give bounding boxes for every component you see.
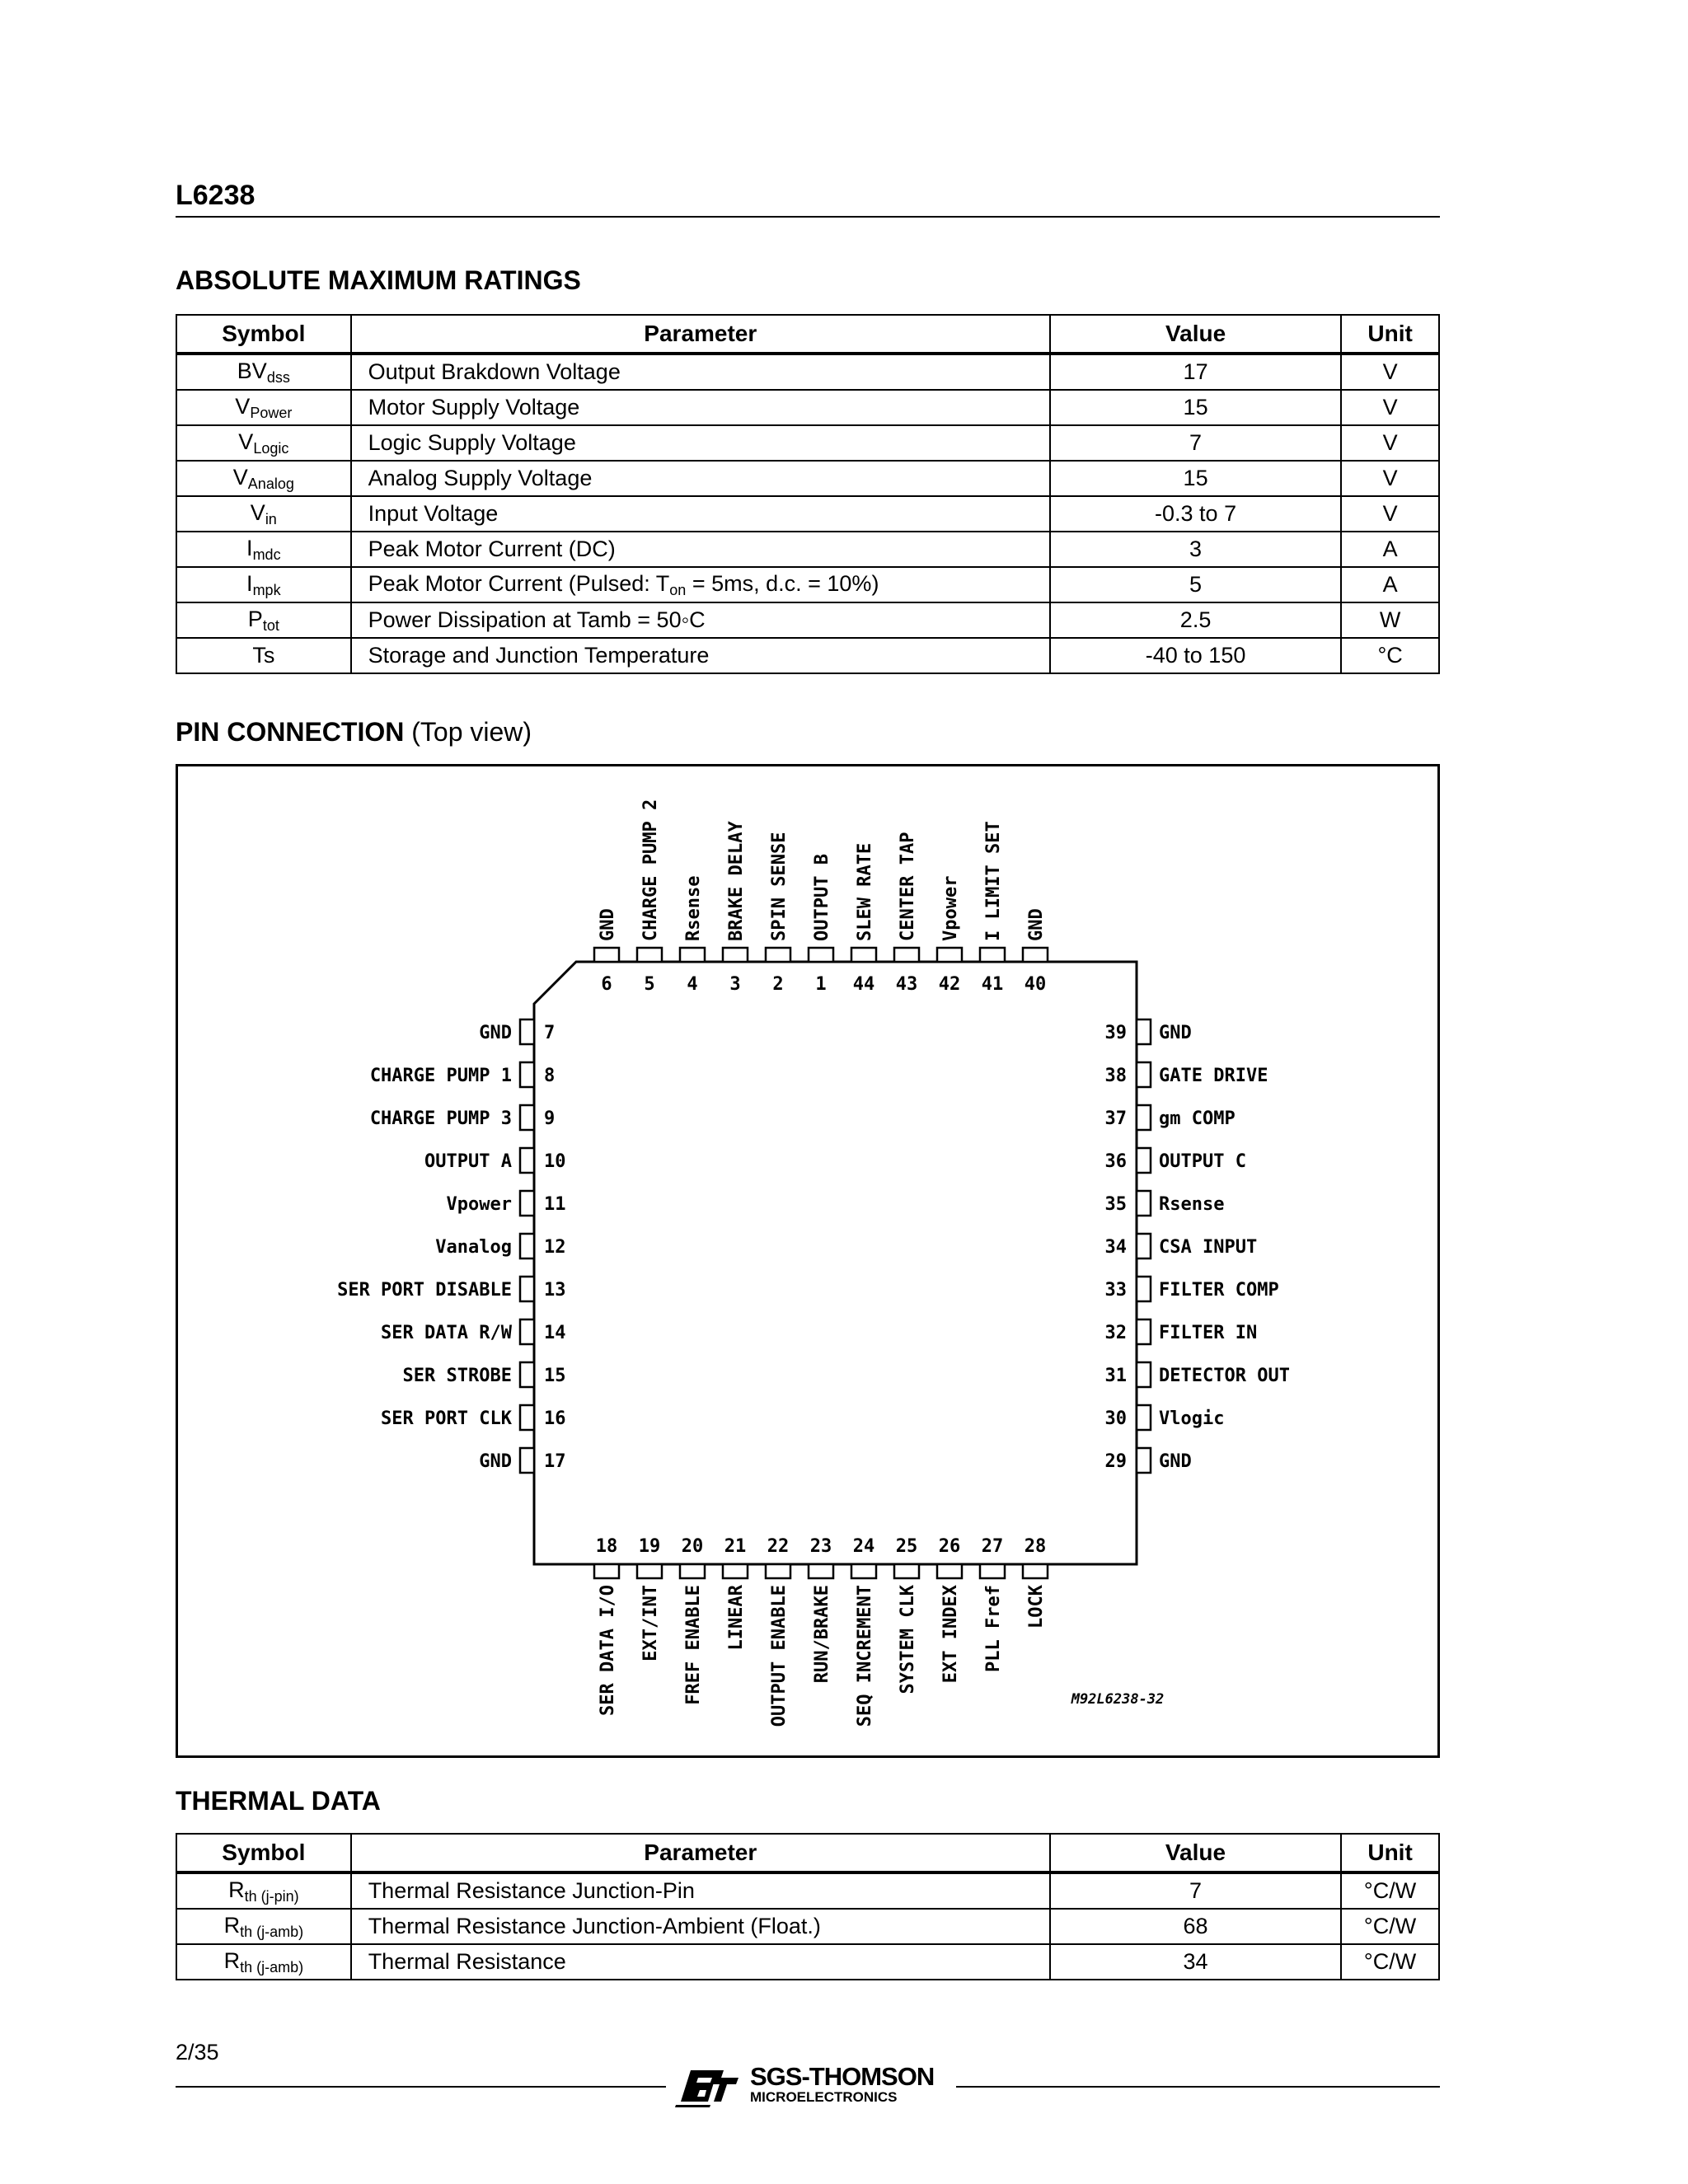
parameter-text: Peak Motor Current (DC) xyxy=(368,537,616,561)
pin-pad xyxy=(1137,1319,1151,1344)
pin-diagram-svg xyxy=(178,766,1442,1760)
parameter-cell xyxy=(351,1872,1050,1909)
unit-cell: °C/W xyxy=(1341,1944,1439,1980)
symbol-main: I xyxy=(246,570,253,596)
pin-pad xyxy=(520,1319,534,1344)
brand-name: SGS-THOMSON xyxy=(750,2062,935,2091)
pin-label: Rsense xyxy=(683,875,704,941)
pin-number: 20 xyxy=(681,1536,704,1557)
symbol-main: V xyxy=(238,429,254,454)
column-header: Unit xyxy=(1341,1834,1439,1872)
pin-connection-diagram xyxy=(176,764,1440,1758)
symbol-main: R xyxy=(223,1912,241,1938)
pin-pad xyxy=(1137,1019,1151,1044)
parameter-text: Thermal Resistance Junction-Pin xyxy=(368,1878,695,1903)
pin-number: 5 xyxy=(644,974,655,995)
pin-number: 23 xyxy=(809,1536,832,1557)
symbol-cell xyxy=(176,354,351,390)
pin-label: Vpower xyxy=(446,1194,512,1215)
symbol-cell xyxy=(176,1944,351,1980)
table-row xyxy=(176,1872,1439,1909)
pin-number: 29 xyxy=(1104,1451,1127,1472)
symbol-main: P xyxy=(247,606,263,631)
symbol-cell xyxy=(176,532,351,567)
footer-rule-left xyxy=(176,2086,666,2088)
parameter-text: Thermal Resistance xyxy=(368,1949,566,1974)
pin-pad xyxy=(894,948,919,962)
value-cell: 7 xyxy=(1050,1872,1341,1909)
pin-pad xyxy=(851,1564,876,1578)
symbol-cell xyxy=(176,390,351,425)
footer-rule-right xyxy=(956,2086,1440,2088)
pin-label: SLEW RATE xyxy=(855,842,875,941)
pin-label: GND xyxy=(1159,1451,1192,1472)
unit-cell: °C xyxy=(1341,638,1439,673)
table-row xyxy=(176,461,1439,496)
pin-label: OUTPUT B xyxy=(812,854,832,941)
pin-number: 31 xyxy=(1104,1366,1127,1386)
pin-label: CHARGE PUMP 3 xyxy=(369,1108,512,1129)
value-cell: 15 xyxy=(1050,461,1341,496)
pin-number: 3 xyxy=(729,974,741,995)
pin-number: 9 xyxy=(544,1108,556,1129)
pin-pad xyxy=(520,1191,534,1216)
parameter-cell xyxy=(351,567,1050,602)
symbol-main: V xyxy=(250,499,265,525)
pin-label: GND xyxy=(1159,1023,1192,1043)
pin-label: SER STROBE xyxy=(402,1366,512,1386)
symbol-cell xyxy=(176,567,351,602)
pin-number: 37 xyxy=(1104,1108,1127,1129)
symbol-cell xyxy=(176,1909,351,1944)
value-cell: -0.3 to 7 xyxy=(1050,496,1341,532)
pin-label: FILTER COMP xyxy=(1159,1280,1279,1301)
pin-pad xyxy=(723,948,748,962)
thermal-title: THERMAL DATA xyxy=(176,1786,381,1816)
pin-pad xyxy=(809,948,833,962)
pin-label: GND xyxy=(479,1451,512,1472)
st-logo-icon xyxy=(674,2062,740,2108)
table-row xyxy=(176,496,1439,532)
symbol-subscript: mpk xyxy=(252,581,281,598)
pin-label: Vanalog xyxy=(435,1237,512,1258)
pin-pad xyxy=(723,1564,748,1578)
pin-label: CENTER TAP xyxy=(898,832,918,941)
symbol-subscript: dss xyxy=(266,368,290,386)
pin-label: GATE DRIVE xyxy=(1159,1066,1268,1086)
pin-pad xyxy=(980,1564,1005,1578)
unit-cell: V xyxy=(1341,425,1439,461)
pin-pad xyxy=(1137,1448,1151,1473)
parameter-text: Storage and Junction Temperature xyxy=(368,643,710,668)
value-cell: 7 xyxy=(1050,425,1341,461)
symbol-main: V xyxy=(235,393,251,419)
unit-cell: A xyxy=(1341,532,1439,567)
pin-number: 15 xyxy=(544,1366,566,1386)
pin-number: 14 xyxy=(544,1323,566,1343)
pin-number: 26 xyxy=(938,1536,961,1557)
pin-label: OUTPUT A xyxy=(424,1151,512,1172)
symbol-subscript: Logic xyxy=(253,439,289,457)
parameter-cell xyxy=(351,390,1050,425)
pin-pad xyxy=(520,1148,534,1173)
pin-number: 7 xyxy=(544,1023,556,1043)
brand-subtitle: MICROELECTRONICS xyxy=(750,2089,898,2105)
unit-cell: V xyxy=(1341,354,1439,390)
pin-pad xyxy=(520,1362,534,1387)
pin-label: FILTER IN xyxy=(1159,1323,1258,1343)
table-row xyxy=(176,390,1439,425)
pin-number: 28 xyxy=(1024,1536,1047,1557)
symbol-cell xyxy=(176,1872,351,1909)
parameter-text: Logic Supply Voltage xyxy=(368,430,576,455)
pin-label: GND xyxy=(479,1023,512,1043)
pin-label: SEQ INCREMENT xyxy=(855,1585,875,1727)
pin-number: 6 xyxy=(601,974,612,995)
pin-number: 36 xyxy=(1104,1151,1127,1172)
column-header: Unit xyxy=(1341,315,1439,354)
pin-pad xyxy=(937,948,962,962)
pin-label: CHARGE PUMP 1 xyxy=(369,1066,512,1086)
symbol-cell xyxy=(176,461,351,496)
pin-number: 34 xyxy=(1104,1237,1127,1258)
pin-label: Vlogic xyxy=(1159,1408,1225,1429)
pin-number: 42 xyxy=(938,974,961,995)
symbol-cell xyxy=(176,638,351,673)
symbol-cell xyxy=(176,425,351,461)
symbol-main: Ts xyxy=(252,643,275,668)
symbol-subscript: th (j-amb) xyxy=(240,1958,304,1975)
parameter-cell xyxy=(351,425,1050,461)
pin-number: 44 xyxy=(852,974,875,995)
pin-pad xyxy=(520,1019,534,1044)
abs-max-title: ABSOLUTE MAXIMUM RATINGS xyxy=(176,265,581,295)
column-header: Value xyxy=(1050,315,1341,354)
pin-connection-title xyxy=(176,717,532,748)
value-cell: 15 xyxy=(1050,390,1341,425)
pin-label: SER PORT CLK xyxy=(381,1408,512,1429)
pin-pad xyxy=(1137,1191,1151,1216)
symbol-main: R xyxy=(223,1947,241,1973)
parameter-text: Input Voltage xyxy=(368,501,499,526)
pin-number: 13 xyxy=(544,1280,566,1301)
pin-label: LOCK xyxy=(1026,1585,1047,1629)
pin-number: 24 xyxy=(852,1536,875,1557)
symbol-subscript: Analog xyxy=(247,475,294,492)
pin-pad xyxy=(1023,1564,1048,1578)
pin-pad xyxy=(637,948,662,962)
pin-pad xyxy=(1137,1234,1151,1258)
pin-pad xyxy=(894,1564,919,1578)
page-number: 2/35 xyxy=(176,2040,219,2064)
parameter-cell xyxy=(351,354,1050,390)
pin-label: gm COMP xyxy=(1159,1108,1236,1129)
pin-number: 41 xyxy=(981,974,1004,995)
pin-label: EXT INDEX xyxy=(940,1585,961,1684)
parameter-cell xyxy=(351,496,1050,532)
company-logo xyxy=(674,2062,946,2108)
value-cell: -40 to 150 xyxy=(1050,638,1341,673)
pin-number: 25 xyxy=(895,1536,918,1557)
unit-cell: W xyxy=(1341,602,1439,638)
pin-number: 19 xyxy=(638,1536,661,1557)
parameter-cell xyxy=(351,1909,1050,1944)
table-row xyxy=(176,1909,1439,1944)
document-title: L6238 xyxy=(176,180,256,211)
pin-number: 1 xyxy=(815,974,827,995)
parameter-text: Analog Supply Voltage xyxy=(368,466,593,490)
column-header: Symbol xyxy=(176,1834,351,1872)
pin-number: 12 xyxy=(544,1237,566,1258)
pin-pad xyxy=(980,948,1005,962)
pin-pad xyxy=(1137,1148,1151,1173)
header-rule xyxy=(176,216,1440,218)
column-header: Value xyxy=(1050,1834,1341,1872)
pin-label: Vpower xyxy=(940,875,961,941)
pin-label: Rsense xyxy=(1159,1194,1225,1215)
pin-label: RUN/BRAKE xyxy=(812,1585,832,1684)
pin-number: 22 xyxy=(767,1536,790,1557)
pin-pad xyxy=(637,1564,662,1578)
parameter-cell xyxy=(351,461,1050,496)
table-row xyxy=(176,567,1439,602)
parameter-subscript: on xyxy=(669,581,687,598)
parameter-text: Peak Motor Current (Pulsed: T xyxy=(368,570,670,596)
pin-number: 21 xyxy=(724,1536,747,1557)
pin-number: 10 xyxy=(544,1151,566,1172)
symbol-main: V xyxy=(232,464,248,490)
table-row xyxy=(176,532,1439,567)
pin-number: 38 xyxy=(1104,1066,1127,1086)
pin-pad xyxy=(520,1448,534,1473)
symbol-main: I xyxy=(246,535,253,560)
pin-label: SYSTEM CLK xyxy=(898,1585,918,1694)
unit-cell: V xyxy=(1341,390,1439,425)
pin-pad xyxy=(1023,948,1048,962)
pin-label: SER DATA I/O xyxy=(598,1585,618,1716)
pin-pad xyxy=(520,1405,534,1430)
pin-pad xyxy=(851,948,876,962)
pin-label: GND xyxy=(598,908,618,941)
pin-number: 33 xyxy=(1104,1280,1127,1301)
pin-label: CSA INPUT xyxy=(1159,1237,1258,1258)
parameter-text-tail: = 5ms, d.c. = 10%) xyxy=(686,570,879,596)
abs-max-table xyxy=(176,314,1440,674)
package-outline xyxy=(534,962,1137,1564)
pin-label: LINEAR xyxy=(726,1585,747,1651)
pin-label: DETECTOR OUT xyxy=(1159,1366,1290,1386)
pin-label: CHARGE PUMP 2 xyxy=(640,799,661,941)
pin-label: EXT/INT xyxy=(640,1585,661,1661)
pin-pad xyxy=(594,948,619,962)
pin-label: OUTPUT C xyxy=(1159,1151,1246,1172)
pin-pad xyxy=(937,1564,962,1578)
column-header: Parameter xyxy=(351,1834,1050,1872)
pin-pad xyxy=(766,1564,790,1578)
value-cell: 34 xyxy=(1050,1944,1341,1980)
parameter-cell xyxy=(351,1944,1050,1980)
pin-pad xyxy=(809,1564,833,1578)
pin-pad xyxy=(1137,1062,1151,1087)
pin-pad xyxy=(594,1564,619,1578)
pin-pad xyxy=(1137,1277,1151,1301)
symbol-subscript: th (j-pin) xyxy=(244,1887,299,1905)
pin-pad xyxy=(680,948,705,962)
pin-label: SPIN SENSE xyxy=(769,832,790,941)
value-cell: 17 xyxy=(1050,354,1341,390)
parameter-text: Power Dissipation at Tamb = 50◦C xyxy=(368,607,706,632)
value-cell: 5 xyxy=(1050,567,1341,602)
pin-connection-heading: PIN CONNECTION xyxy=(176,717,405,747)
thermal-table xyxy=(176,1833,1440,1980)
value-cell: 2.5 xyxy=(1050,602,1341,638)
pin-pad xyxy=(1137,1105,1151,1130)
pin-number: 39 xyxy=(1104,1023,1127,1043)
pin-label: FREF ENABLE xyxy=(683,1585,704,1705)
unit-cell: °C/W xyxy=(1341,1909,1439,1944)
parameter-text: Output Brakdown Voltage xyxy=(368,359,621,384)
pin-label: SER DATA R/W xyxy=(381,1323,512,1343)
pin-pad xyxy=(520,1234,534,1258)
column-header: Parameter xyxy=(351,315,1050,354)
symbol-subscript: tot xyxy=(262,616,279,634)
pin-pad xyxy=(680,1564,705,1578)
pin-number: 32 xyxy=(1104,1323,1127,1343)
pin-number: 43 xyxy=(895,974,918,995)
unit-cell: °C/W xyxy=(1341,1872,1439,1909)
pin-number: 2 xyxy=(772,974,784,995)
symbol-cell xyxy=(176,496,351,532)
pin-number: 4 xyxy=(687,974,698,995)
pin-pad xyxy=(766,948,790,962)
value-cell: 3 xyxy=(1050,532,1341,567)
unit-cell: A xyxy=(1341,567,1439,602)
drawing-code: M92L6238-32 xyxy=(1071,1691,1165,1708)
unit-cell: V xyxy=(1341,496,1439,532)
parameter-cell xyxy=(351,638,1050,673)
pin-pad xyxy=(1137,1362,1151,1387)
symbol-main: BV xyxy=(237,358,267,383)
pin-number: 8 xyxy=(544,1066,556,1086)
parameter-cell xyxy=(351,532,1050,567)
pin-number: 16 xyxy=(544,1408,566,1429)
parameter-text: Thermal Resistance Junction-Ambient (Float.) xyxy=(368,1914,821,1938)
symbol-subscript: mdc xyxy=(252,546,281,563)
pin-number: 18 xyxy=(595,1536,618,1557)
unit-cell: V xyxy=(1341,461,1439,496)
pin-number: 11 xyxy=(544,1194,566,1215)
table-row xyxy=(176,638,1439,673)
pin-pad xyxy=(520,1062,534,1087)
pin-pad xyxy=(520,1277,534,1301)
symbol-main: R xyxy=(228,1877,245,1902)
parameter-cell xyxy=(351,602,1050,638)
pin-pad xyxy=(1137,1405,1151,1430)
column-header: Symbol xyxy=(176,315,351,354)
pin-pad xyxy=(520,1105,534,1130)
symbol-subscript: in xyxy=(265,510,277,527)
pin-label: BRAKE DELAY xyxy=(726,821,747,941)
table-row xyxy=(176,425,1439,461)
pin-number: 27 xyxy=(981,1536,1004,1557)
pin-label: OUTPUT ENABLE xyxy=(769,1585,790,1727)
pin-label: PLL Fref xyxy=(983,1585,1004,1672)
pin-number: 40 xyxy=(1024,974,1047,995)
pin-label: SER PORT DISABLE xyxy=(337,1280,512,1301)
table-row xyxy=(176,354,1439,390)
symbol-cell xyxy=(176,602,351,638)
pin-number: 35 xyxy=(1104,1194,1127,1215)
symbol-subscript: Power xyxy=(250,404,293,421)
pin-number: 30 xyxy=(1104,1408,1127,1429)
value-cell: 68 xyxy=(1050,1909,1341,1944)
table-row xyxy=(176,1944,1439,1980)
pin-label: I LIMIT SET xyxy=(983,821,1004,941)
parameter-text: Motor Supply Voltage xyxy=(368,395,580,419)
pin-label: GND xyxy=(1026,908,1047,941)
symbol-subscript: th (j-amb) xyxy=(240,1923,304,1940)
pin-number: 17 xyxy=(544,1451,566,1472)
pin-connection-subtitle: (Top view) xyxy=(411,717,532,747)
table-row xyxy=(176,602,1439,638)
